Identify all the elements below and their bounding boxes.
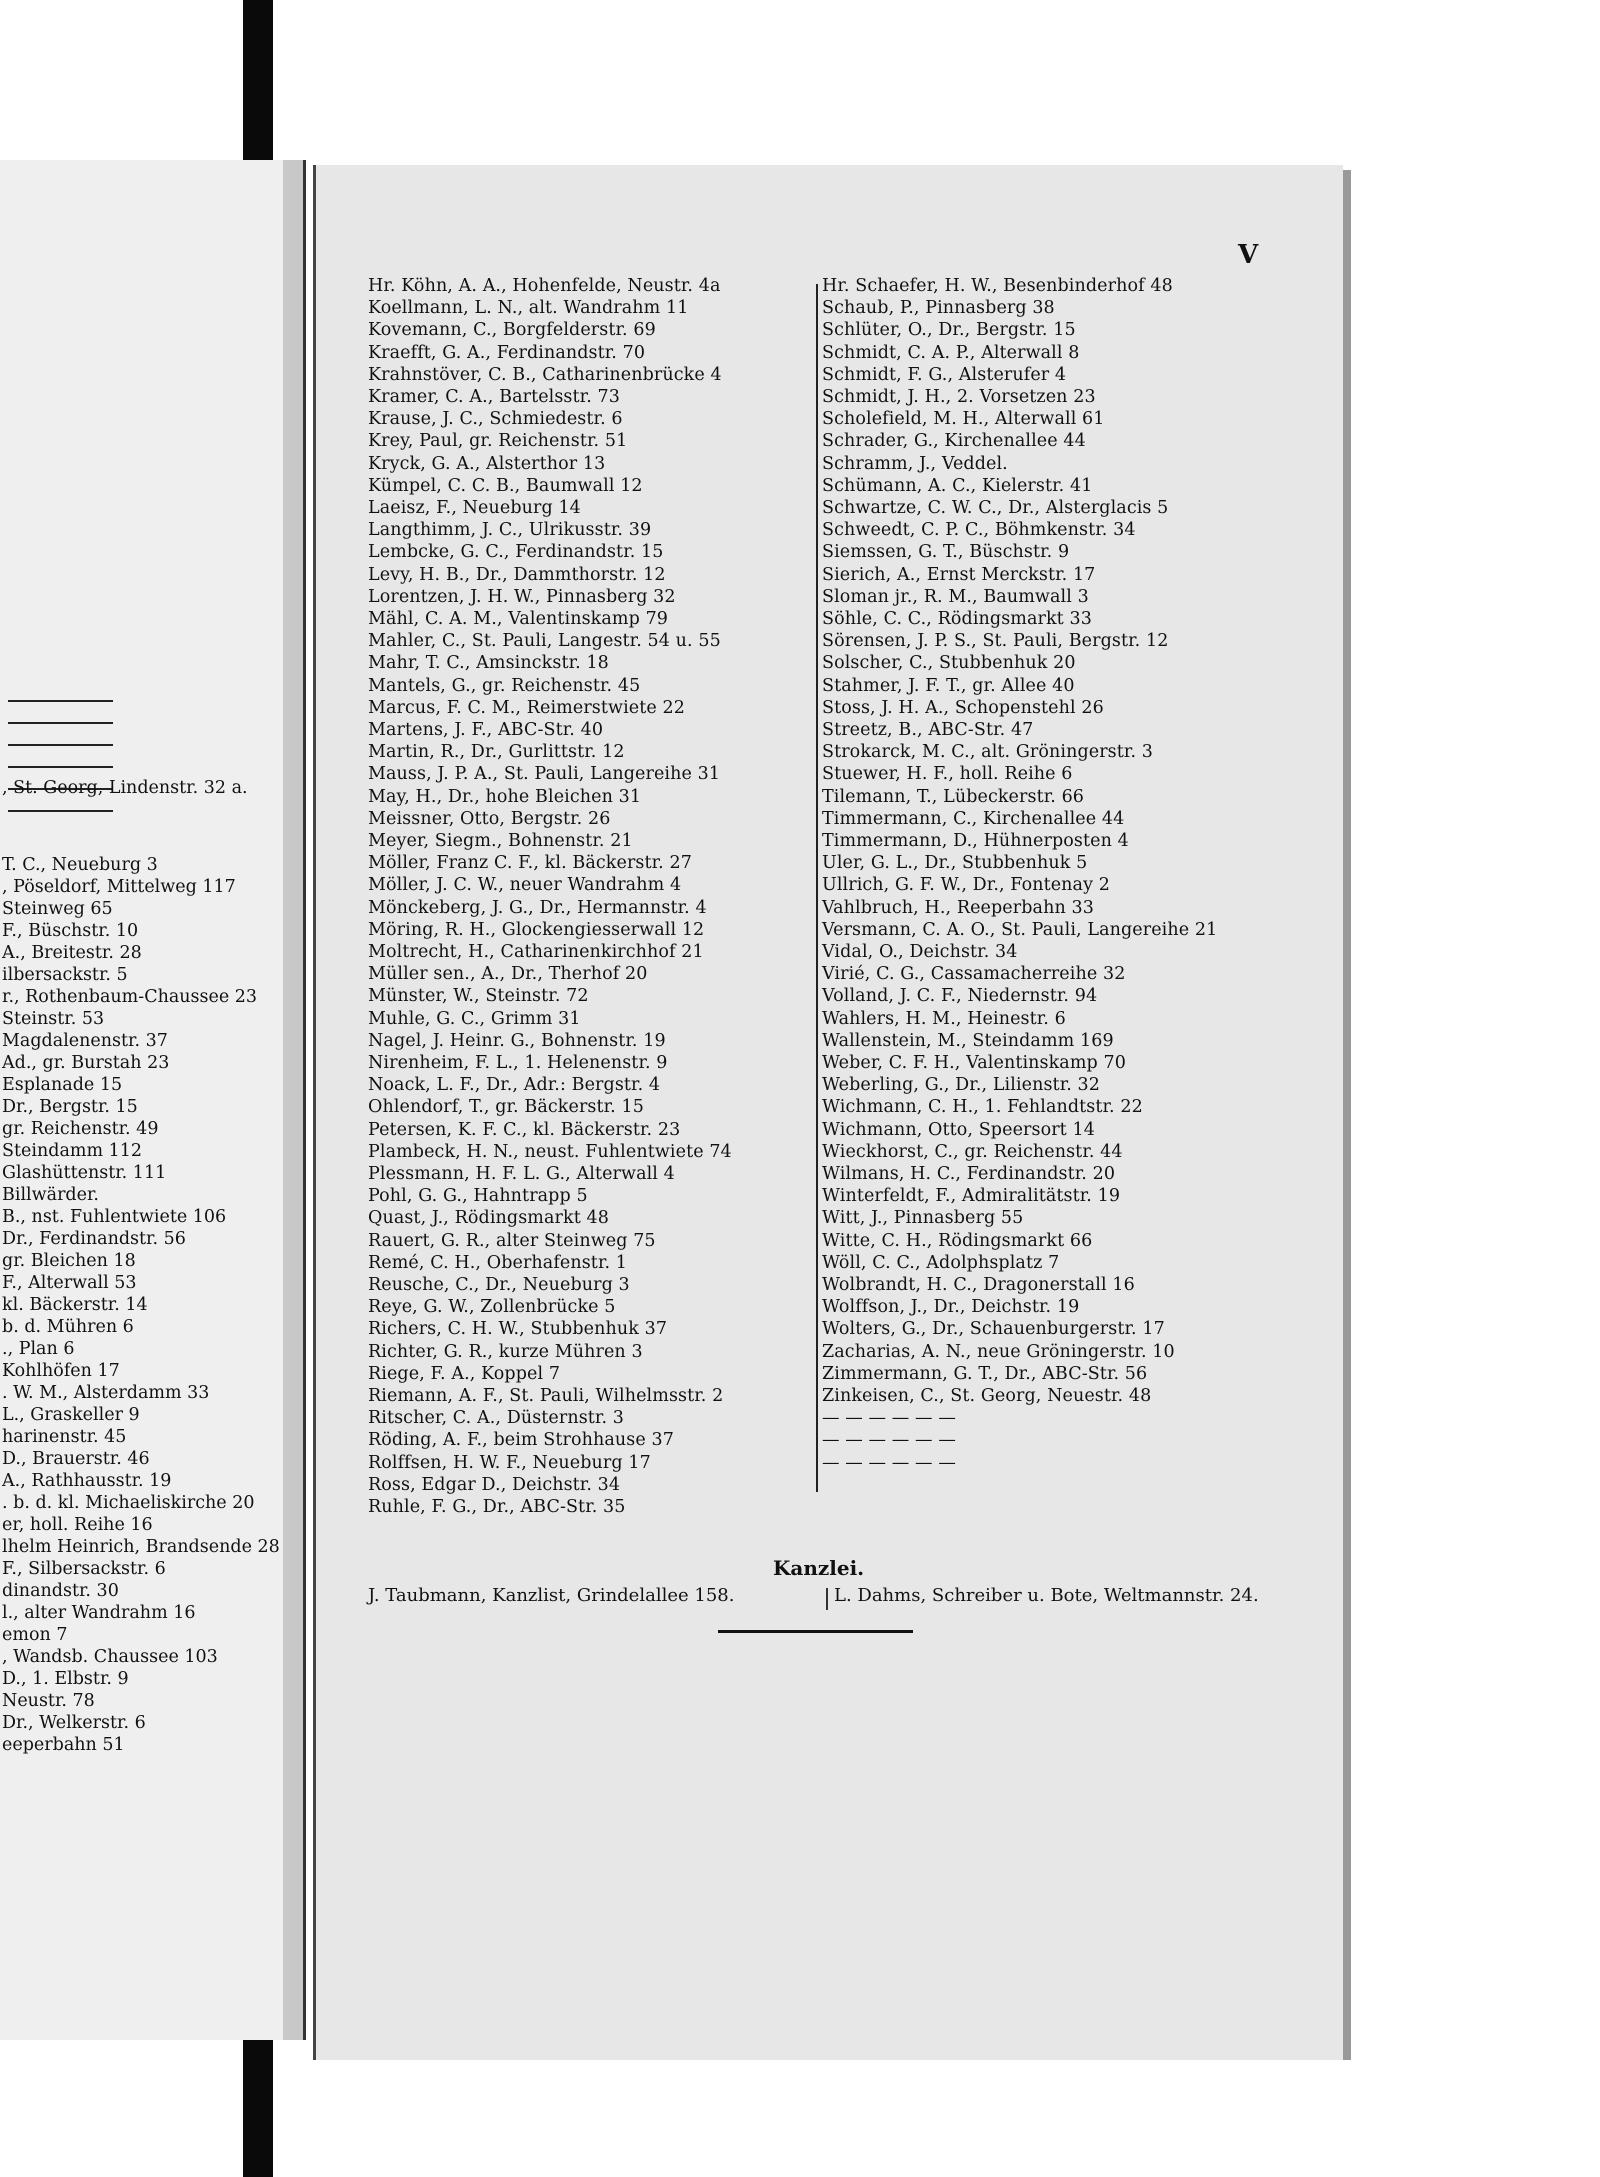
directory-entry: — — — — — —: [822, 1408, 956, 1429]
left-page: [0, 160, 306, 2040]
left-page-fragment: ., Plan 6: [2, 1339, 75, 1359]
directory-entry: Zacharias, A. N., neue Gröningerstr. 10: [822, 1341, 1175, 1362]
directory-entry: Möller, Franz C. F., kl. Bäckerstr. 27: [368, 853, 692, 874]
directory-entry: Möller, J. C. W., neuer Wandrahm 4: [368, 875, 682, 896]
staff-divider: [826, 1588, 828, 1610]
directory-entry: Koellmann, L. N., alt. Wandrahm 11: [368, 298, 689, 319]
directory-entry: Schweedt, C. P. C., Böhmkenstr. 34: [822, 520, 1136, 541]
dash-rule: [8, 700, 113, 702]
directory-entry: Mantels, G., gr. Reichenstr. 45: [368, 675, 641, 696]
left-page-fragment: D., Brauerstr. 46: [2, 1449, 150, 1469]
directory-entry: Solscher, C., Stubbenhuk 20: [822, 653, 1076, 674]
directory-entry: Tilemann, T., Lübeckerstr. 66: [822, 786, 1085, 807]
directory-entry: Kraefft, G. A., Ferdinandstr. 70: [368, 342, 646, 363]
directory-entry: Marcus, F. C. M., Reimerstwiete 22: [368, 697, 685, 718]
left-page-fragment: , Pöseldorf, Mittelweg 117: [2, 877, 236, 897]
directory-entry: Stoss, J. H. A., Schopenstehl 26: [822, 697, 1104, 718]
directory-entry: Riege, F. A., Koppel 7: [368, 1363, 561, 1384]
directory-entry: Nirenheim, F. L., 1. Helenenstr. 9: [368, 1053, 668, 1073]
column-divider: [816, 284, 818, 1492]
left-page-fragment: Glashüttenstr. 111: [2, 1163, 167, 1183]
directory-entry: Wallenstein, M., Steindamm 169: [822, 1030, 1114, 1051]
left-page-fragment: Steinweg 65: [2, 899, 113, 919]
directory-entry: Siemssen, G. T., Büschstr. 9: [822, 542, 1070, 563]
directory-entry: Virié, C. G., Cassamacherreihe 32: [822, 964, 1126, 985]
left-page-fragment: emon 7: [2, 1625, 68, 1645]
left-page-fragment: Billwärder.: [2, 1185, 99, 1205]
directory-entry: Wolffson, J., Dr., Deichstr. 19: [822, 1297, 1080, 1318]
directory-entry: Richter, G. R., kurze Mühren 3: [368, 1341, 643, 1362]
directory-entry: Ruhle, F. G., Dr., ABC-Str. 35: [368, 1497, 626, 1517]
directory-entry: Ohlendorf, T., gr. Bäckerstr. 15: [368, 1097, 644, 1118]
left-page-fragment: Magdalenenstr. 37: [2, 1031, 168, 1051]
directory-entry: Mähl, C. A. M., Valentinskamp 79: [368, 609, 669, 629]
left-page-fragment: . b. d. kl. Michaeliskirche 20: [2, 1493, 255, 1513]
directory-entry: Wahlers, H. M., Heinestr. 6: [822, 1008, 1066, 1029]
left-page-fragment: Dr., Bergstr. 15: [2, 1097, 138, 1117]
directory-entry: Schwartze, C. W. C., Dr., Alsterglacis 5: [822, 498, 1169, 518]
directory-entry: Quast, J., Rödingsmarkt 48: [368, 1208, 609, 1229]
directory-entry: Volland, J. C. F., Niedernstr. 94: [822, 986, 1098, 1007]
left-page-fragment: B., nst. Fuhlentwiete 106: [2, 1207, 227, 1227]
directory-entry: Muhle, G. C., Grimm 31: [368, 1008, 581, 1029]
directory-entry: Sierich, A., Ernst Merckstr. 17: [822, 564, 1096, 585]
directory-entry: Martin, R., Dr., Gurlittstr. 12: [368, 742, 625, 763]
directory-entry: Ullrich, G. F. W., Dr., Fontenay 2: [822, 875, 1110, 896]
directory-entry: Timmermann, D., Hühnerposten 4: [822, 831, 1129, 851]
directory-entry: Krahnstöver, C. B., Catharinenbrücke 4: [368, 364, 722, 385]
left-page-fragment: Kohlhöfen 17: [2, 1361, 120, 1381]
directory-entry: Sloman jr., R. M., Baumwall 3: [822, 586, 1089, 607]
directory-entry: Plambeck, H. N., neust. Fuhlentwiete 74: [368, 1141, 732, 1162]
dash-rule: [8, 744, 113, 746]
left-page-fragment: gr. Bleichen 18: [2, 1251, 136, 1271]
directory-entry: Strokarck, M. C., alt. Gröningerstr. 3: [822, 742, 1154, 763]
directory-entry: Hr. Köhn, A. A., Hohenfelde, Neustr. 4a: [368, 276, 721, 296]
directory-entry: Laeisz, F., Neueburg 14: [368, 498, 581, 518]
directory-entry: Söhle, C. C., Rödingsmarkt 33: [822, 609, 1092, 629]
left-page-fragment: l., alter Wandrahm 16: [2, 1603, 196, 1623]
directory-entry: Streetz, B., ABC-Str. 47: [822, 720, 1034, 740]
directory-entry: Reye, G. W., Zollenbrücke 5: [368, 1297, 616, 1318]
directory-entry: Riemann, A. F., St. Pauli, Wilhelmsstr. 2: [368, 1386, 724, 1406]
directory-entry: Remé, C. H., Oberhafenstr. 1: [368, 1252, 628, 1273]
directory-entry: Witte, C. H., Rödingsmarkt 66: [822, 1230, 1093, 1251]
directory-entry: Noack, L. F., Dr., Adr.: Bergstr. 4: [368, 1075, 661, 1096]
page-edge: [1343, 170, 1351, 2060]
directory-entry: Rauert, G. R., alter Steinweg 75: [368, 1230, 656, 1251]
left-page-fragment: . W. M., Alsterdamm 33: [2, 1383, 210, 1403]
binding-strip-top: [243, 0, 273, 160]
directory-entry: Stahmer, J. F. T., gr. Allee 40: [822, 675, 1075, 696]
left-page-fragment: Esplanade 15: [2, 1075, 123, 1095]
left-page-fragment: kl. Bäckerstr. 14: [2, 1295, 148, 1315]
directory-entry: Wolbrandt, H. C., Dragonerstall 16: [822, 1275, 1135, 1295]
directory-entry: Mahr, T. C., Amsinckstr. 18: [368, 653, 609, 674]
directory-entry: Versmann, C. A. O., St. Pauli, Langereihe 21: [822, 919, 1218, 940]
left-page-fragment: , St. Georg, Lindenstr. 32 a.: [2, 778, 248, 798]
directory-entry: Mahler, C., St. Pauli, Langestr. 54 u. 55: [368, 631, 721, 652]
directory-entry: Langthimm, J. C., Ulrikusstr. 39: [368, 520, 652, 541]
directory-entry: Vahlbruch, H., Reeperbahn 33: [822, 897, 1094, 918]
section-heading: Kanzlei.: [773, 1556, 865, 1580]
left-page-fragment: ilbersackstr. 5: [2, 965, 128, 985]
staff-entry-right: L. Dahms, Schreiber u. Bote, Weltmannstr. 24.: [834, 1585, 1259, 1606]
directory-entry: Rolffsen, H. W. F., Neueburg 17: [368, 1452, 651, 1473]
directory-entry: Ritscher, C. A., Düsternstr. 3: [368, 1408, 625, 1429]
left-page-fragment: Neustr. 78: [2, 1691, 95, 1711]
left-page-fragment: D., 1. Elbstr. 9: [2, 1669, 129, 1689]
directory-entry: Lorentzen, J. H. W., Pinnasberg 32: [368, 586, 676, 607]
directory-entry: Wilmans, H. C., Ferdinandstr. 20: [822, 1164, 1116, 1184]
directory-entry: Zinkeisen, C., St. Georg, Neuestr. 48: [822, 1386, 1152, 1406]
left-page-fragment: F., Büschstr. 10: [2, 921, 139, 941]
directory-entry: Schrader, G., Kirchenallee 44: [822, 431, 1086, 452]
directory-entry: Winterfeldt, F., Admiralitätstr. 19: [822, 1186, 1121, 1207]
directory-entry: Vidal, O., Deichstr. 34: [822, 942, 1018, 962]
directory-entry: Timmermann, C., Kirchenallee 44: [822, 808, 1125, 829]
directory-entry: Schlüter, O., Dr., Bergstr. 15: [822, 320, 1076, 341]
gutter-shade: [283, 160, 303, 2040]
directory-entry: Wöll, C. C., Adolphsplatz 7: [822, 1252, 1060, 1273]
left-page-fragment: Dr., Ferdinandstr. 56: [2, 1229, 186, 1249]
left-page-fragment: dinandstr. 30: [2, 1581, 119, 1601]
directory-entry: Wolters, G., Dr., Schauenburgerstr. 17: [822, 1319, 1165, 1340]
left-page-fragment: F., Alterwall 53: [2, 1273, 137, 1293]
directory-entry: Nagel, J. Heinr. G., Bohnenstr. 19: [368, 1030, 666, 1051]
directory-entry: Schramm, J., Veddel.: [822, 453, 1008, 474]
directory-entry: Richers, C. H. W., Stubbenhuk 37: [368, 1319, 668, 1340]
directory-entry: Meissner, Otto, Bergstr. 26: [368, 808, 611, 829]
left-page-fragment: Steindamm 112: [2, 1141, 143, 1161]
binding-strip-bottom: [243, 2040, 273, 2177]
left-page-fragment: , Wandsb. Chaussee 103: [2, 1647, 218, 1667]
left-page-fragment: eeperbahn 51: [2, 1735, 125, 1755]
dash-rule: [8, 810, 113, 812]
directory-entry: Hr. Schaefer, H. W., Besenbinderhof 48: [822, 276, 1173, 296]
directory-entry: Weberling, G., Dr., Lilienstr. 32: [822, 1075, 1101, 1096]
directory-entry: Martens, J. F., ABC-Str. 40: [368, 720, 604, 740]
directory-entry: — — — — — —: [822, 1430, 956, 1451]
directory-entry: Schümann, A. C., Kielerstr. 41: [822, 475, 1093, 496]
directory-entry: Wichmann, Otto, Speersort 14: [822, 1119, 1095, 1140]
dash-rule: [8, 722, 113, 724]
directory-entry: Wieckhorst, C., gr. Reichenstr. 44: [822, 1141, 1123, 1162]
directory-entry: Levy, H. B., Dr., Dammthorstr. 12: [368, 564, 666, 585]
directory-entry: Kramer, C. A., Bartelsstr. 73: [368, 387, 620, 407]
directory-entry: Krey, Paul, gr. Reichenstr. 51: [368, 431, 628, 452]
directory-entry: Ross, Edgar D., Deichstr. 34: [368, 1474, 621, 1495]
directory-entry: Kovemann, C., Borgfelderstr. 69: [368, 320, 656, 341]
directory-entry: Mauss, J. P. A., St. Pauli, Langereihe 31: [368, 764, 721, 785]
directory-entry: Petersen, K. F. C., kl. Bäckerstr. 23: [368, 1119, 681, 1140]
directory-entry: Münster, W., Steinstr. 72: [368, 986, 589, 1007]
directory-entry: Schmidt, C. A. P., Alterwall 8: [822, 342, 1080, 363]
directory-entry: — — — — — —: [822, 1452, 956, 1473]
left-page-fragment: A., Rathhausstr. 19: [2, 1471, 172, 1491]
directory-entry: Pohl, G. G., Hahntrapp 5: [368, 1186, 588, 1207]
left-page-fragment: gr. Reichenstr. 49: [2, 1119, 159, 1139]
closing-rule: [718, 1630, 913, 1633]
directory-entry: Wichmann, C. H., 1. Fehlandtstr. 22: [822, 1097, 1143, 1118]
directory-entry: Schaub, P., Pinnasberg 38: [822, 298, 1055, 319]
left-page-fragment: harinenstr. 45: [2, 1427, 127, 1447]
directory-entry: Möring, R. H., Glockengiesserwall 12: [368, 919, 705, 940]
directory-entry: Zimmermann, G. T., Dr., ABC-Str. 56: [822, 1363, 1148, 1384]
left-page-fragment: Ad., gr. Burstah 23: [2, 1053, 170, 1073]
left-page-fragment: F., Silbersackstr. 6: [2, 1559, 166, 1579]
directory-entry: Röding, A. F., beim Strohhause 37: [368, 1430, 674, 1451]
directory-entry: Uler, G. L., Dr., Stubbenhuk 5: [822, 853, 1088, 874]
left-page-fragment: er, holl. Reihe 16: [2, 1515, 153, 1535]
dash-rule: [8, 766, 113, 768]
left-page-fragment: T. C., Neueburg 3: [2, 855, 158, 875]
directory-entry: Schmidt, F. G., Alsterufer 4: [822, 364, 1067, 385]
left-page-fragment: r., Rothenbaum-Chaussee 23: [2, 987, 258, 1007]
directory-entry: Scholefield, M. H., Alterwall 61: [822, 409, 1105, 430]
left-page-fragment: Steinstr. 53: [2, 1009, 105, 1029]
directory-entry: Reusche, C., Dr., Neueburg 3: [368, 1275, 630, 1295]
directory-entry: Plessmann, H. F. L. G., Alterwall 4: [368, 1164, 675, 1184]
left-page-fragment: lhelm Heinrich, Brandsende 28: [2, 1537, 280, 1557]
directory-entry: Schmidt, J. H., 2. Vorsetzen 23: [822, 387, 1096, 407]
directory-entry: May, H., Dr., hohe Bleichen 31: [368, 786, 642, 807]
directory-entry: Mönckeberg, J. G., Dr., Hermannstr. 4: [368, 897, 707, 918]
left-page-fragment: Dr., Welkerstr. 6: [2, 1713, 146, 1733]
directory-entry: Moltrecht, H., Catharinenkirchhof 21: [368, 942, 704, 962]
directory-entry: Witt, J., Pinnasberg 55: [822, 1208, 1024, 1229]
directory-entry: Kümpel, C. C. B., Baumwall 12: [368, 475, 643, 496]
left-page-fragment: b. d. Mühren 6: [2, 1317, 134, 1337]
page-mark: V: [1238, 240, 1259, 270]
staff-entry-left: J. Taubmann, Kanzlist, Grindelallee 158.: [368, 1585, 735, 1606]
directory-entry: Krause, J. C., Schmiedestr. 6: [368, 409, 623, 430]
left-page-fragment: A., Breitestr. 28: [2, 943, 142, 963]
directory-entry: Meyer, Siegm., Bohnenstr. 21: [368, 831, 633, 851]
directory-entry: Kryck, G. A., Alsterthor 13: [368, 453, 606, 474]
directory-entry: Sörensen, J. P. S., St. Pauli, Bergstr. 12: [822, 631, 1169, 652]
directory-entry: Lembcke, G. C., Ferdinandstr. 15: [368, 542, 664, 563]
directory-entry: Weber, C. F. H., Valentinskamp 70: [822, 1053, 1126, 1073]
directory-entry: Müller sen., A., Dr., Therhof 20: [368, 964, 648, 985]
directory-entry: Stuewer, H. F., holl. Reihe 6: [822, 764, 1073, 785]
left-page-fragment: L., Graskeller 9: [2, 1405, 140, 1425]
